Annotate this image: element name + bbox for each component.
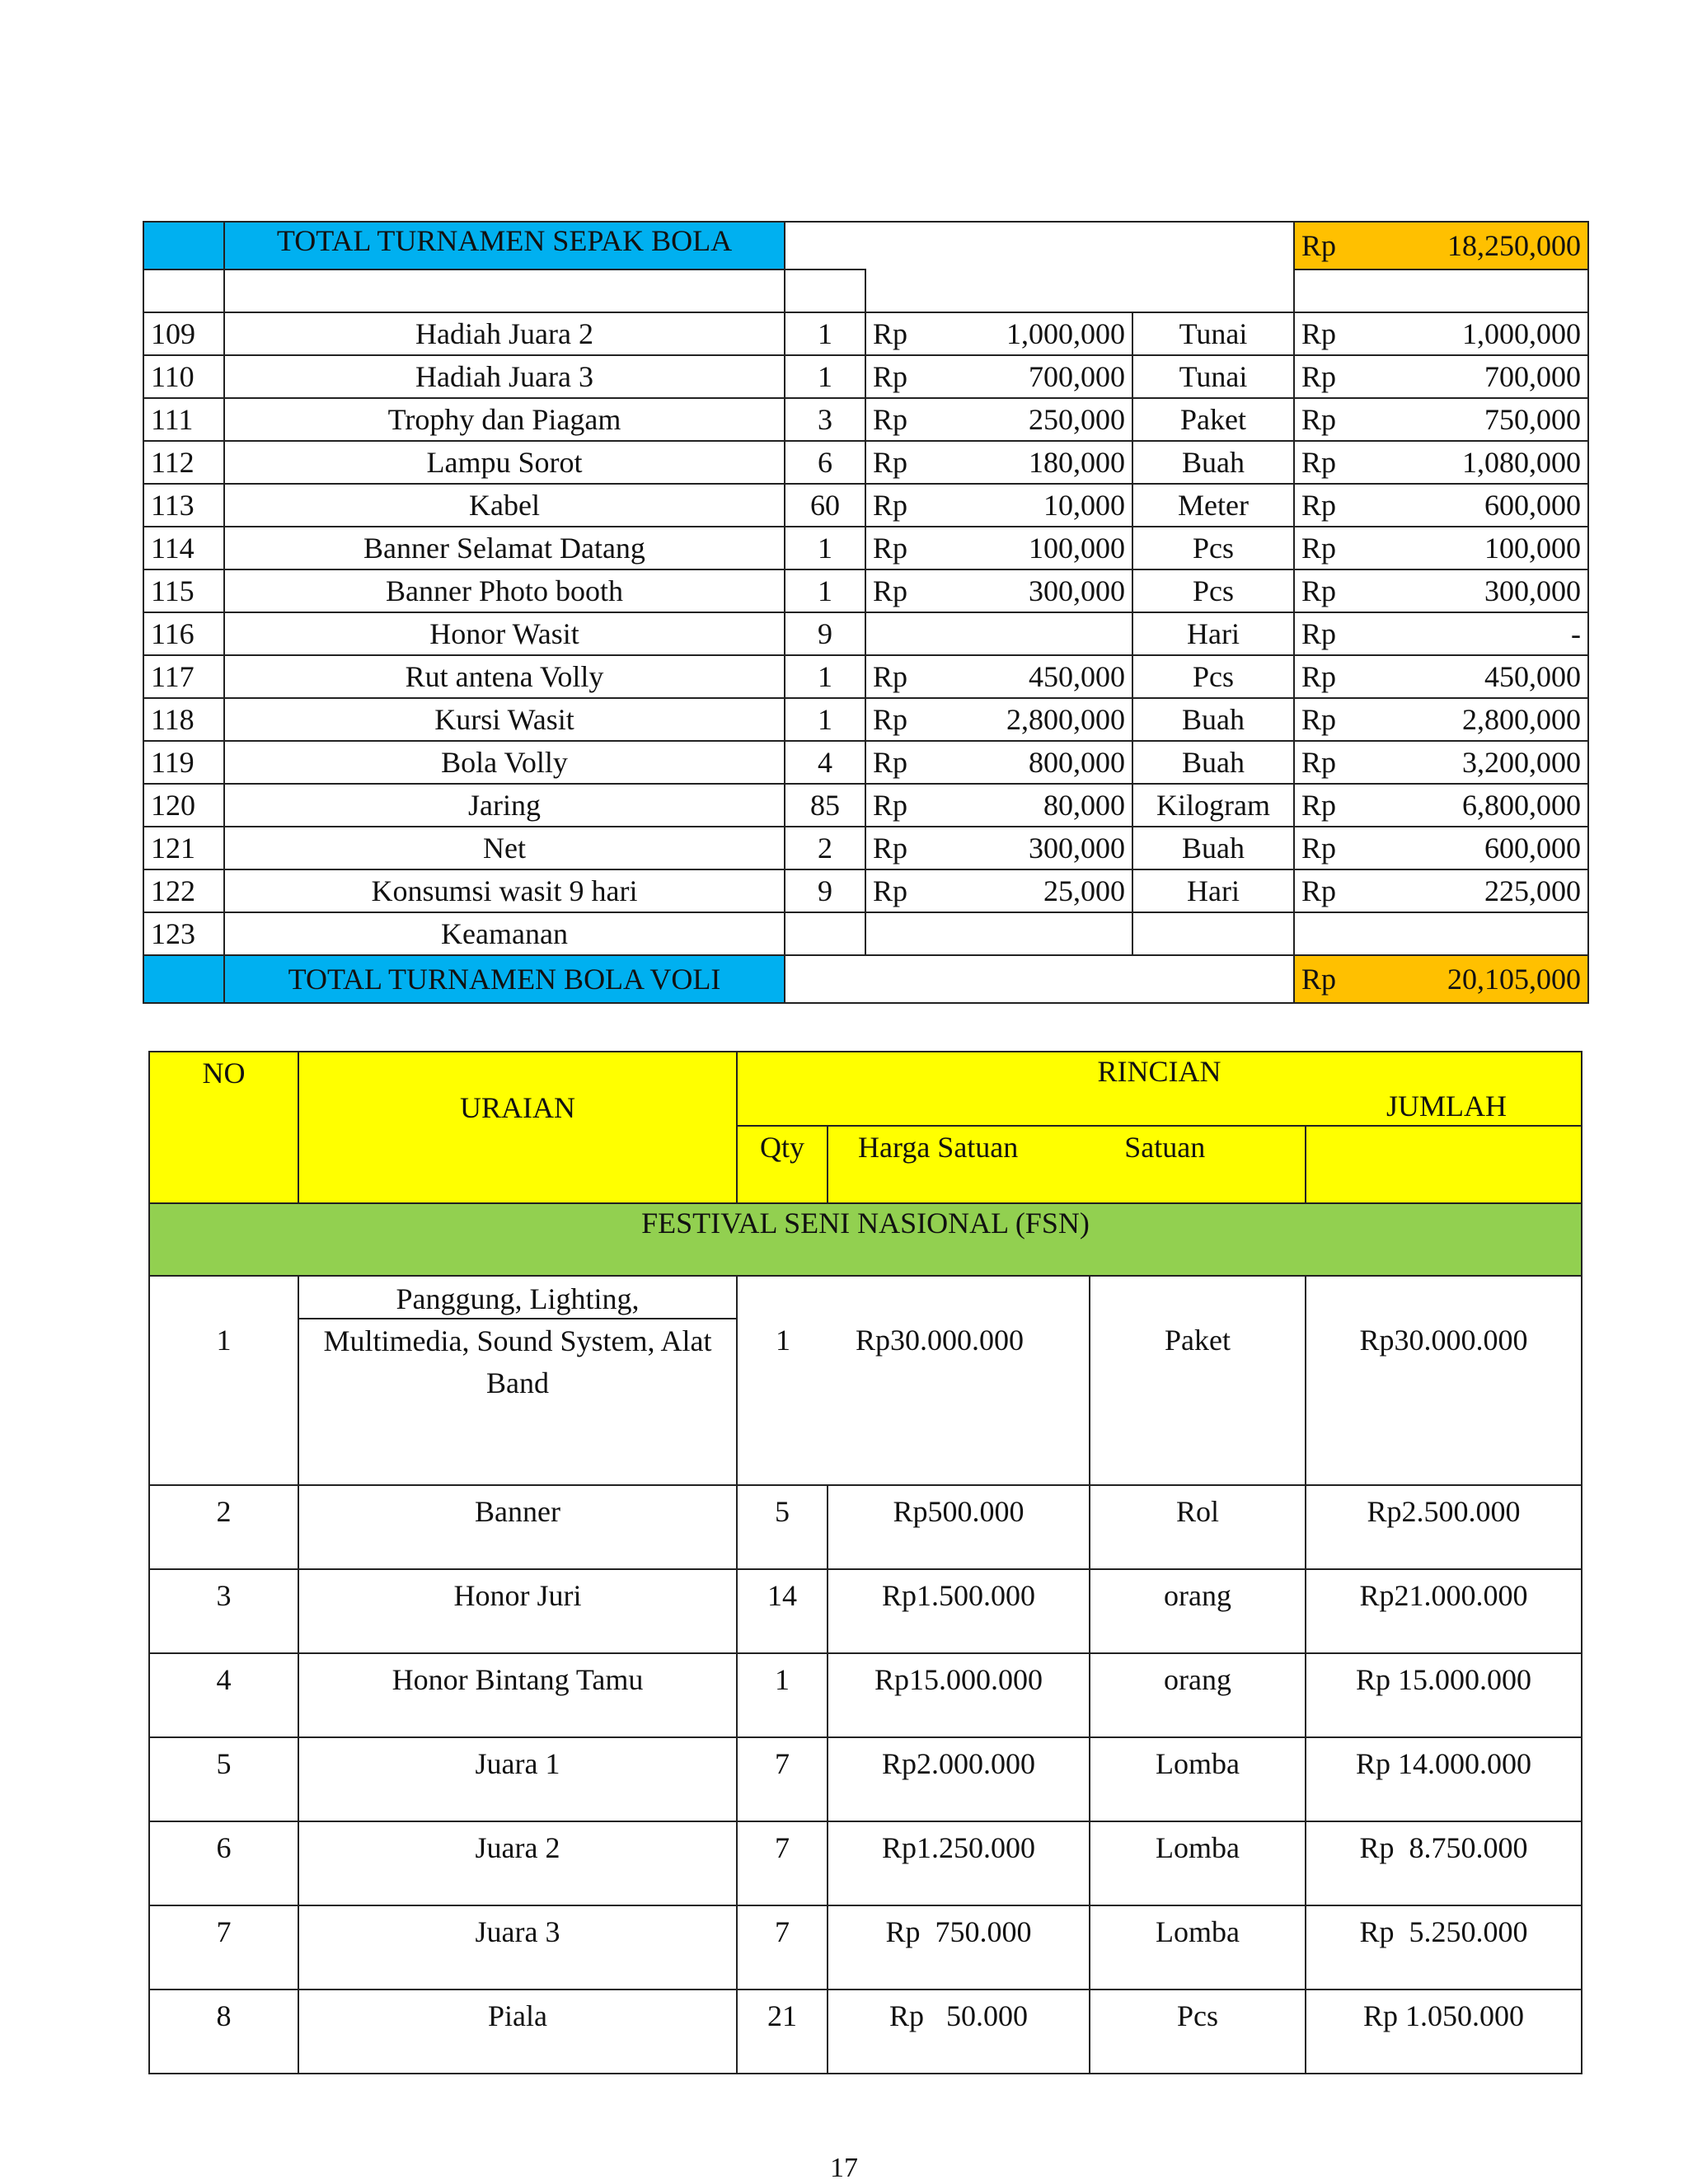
row-no: 8 (149, 1990, 298, 2074)
currency-label: Rp (873, 403, 908, 436)
jumlah-value: 450,000 (1484, 660, 1581, 693)
row-satuan: Tunai (1132, 312, 1294, 355)
row-harga (865, 741, 1132, 784)
row-jumlah (1294, 612, 1588, 655)
row-jumlah (1294, 441, 1588, 484)
row-satuan: Buah (1132, 698, 1294, 741)
row-jumlah (1294, 312, 1588, 355)
currency-label: Rp (1301, 489, 1337, 522)
row-uraian: Konsumsi wasit 9 hari (224, 869, 785, 912)
harga-value: 2,800,000 (1006, 703, 1125, 736)
header-harga-satuan: Harga Satuan (858, 1131, 1019, 1164)
total-no-cell (143, 222, 224, 269)
header-no: NO (149, 1052, 298, 1203)
row-satuan: Pcs (1090, 1990, 1306, 2074)
row-uraian (298, 1276, 737, 1485)
header-rincian-cell (737, 1052, 1582, 1126)
jumlah-value: 225,000 (1484, 874, 1581, 907)
currency-label: Rp (873, 446, 908, 479)
row-jumlah: Rp 14.000.000 (1306, 1737, 1582, 1821)
row-satuan: Lomba (1090, 1737, 1306, 1821)
row-harga (865, 869, 1132, 912)
row-no: 3 (149, 1569, 298, 1653)
table-row (149, 1990, 1582, 2074)
row-satuan: orang (1090, 1569, 1306, 1653)
header-uraian: URAIAN (298, 1052, 737, 1203)
row-harga (865, 784, 1132, 827)
harga-value: 25,000 (1043, 874, 1125, 907)
row-uraian: Banner Selamat Datang (224, 527, 785, 569)
row-uraian: Jaring (224, 784, 785, 827)
row-satuan: Lomba (1090, 1821, 1306, 1905)
table-row (143, 869, 1588, 912)
row-qty: 5 (737, 1485, 828, 1569)
row-qty: 7 (737, 1821, 828, 1905)
row-jumlah: Rp 8.750.000 (1306, 1821, 1582, 1905)
table-row (149, 1905, 1582, 1990)
row-harga: Rp1.250.000 (828, 1821, 1090, 1905)
row-harga: Rp 750.000 (828, 1905, 1090, 1990)
row-qty: 9 (785, 612, 865, 655)
row-uraian: Piala (298, 1990, 737, 2074)
harga-value: 1,000,000 (1006, 317, 1125, 350)
table-row (143, 355, 1588, 398)
currency-label: Rp (873, 532, 908, 565)
currency-label: Rp (1301, 532, 1337, 565)
row-harga (865, 612, 1132, 655)
jumlah-value: 100,000 (1484, 532, 1581, 565)
amount-value: 20,105,000 (1447, 963, 1581, 996)
row-satuan: Buah (1132, 827, 1294, 869)
harga-value: 800,000 (1029, 746, 1125, 779)
jumlah-value: 3,200,000 (1462, 746, 1581, 779)
table-row (143, 784, 1588, 827)
row-no: 115 (143, 569, 224, 612)
blank-row (143, 269, 1588, 312)
row-jumlah (1294, 784, 1588, 827)
table-row (149, 1276, 1582, 1485)
row-no: 119 (143, 741, 224, 784)
row-uraian: Honor Wasit (224, 612, 785, 655)
harga-value: 80,000 (1043, 789, 1125, 822)
header-satuan: Satuan (1124, 1131, 1206, 1164)
table-row (143, 484, 1588, 527)
total-empty-cell (785, 222, 1294, 269)
row-no: 112 (143, 441, 224, 484)
row-qty: 21 (737, 1990, 828, 2074)
row-qty: 1 (776, 1324, 790, 1357)
row-no: 122 (143, 869, 224, 912)
row-uraian: Kabel (224, 484, 785, 527)
table-row (149, 1653, 1582, 1737)
row-no: 5 (149, 1737, 298, 1821)
row-no: 113 (143, 484, 224, 527)
row-jumlah: Rp 1.050.000 (1306, 1990, 1582, 2074)
jumlah-value: 1,080,000 (1462, 446, 1581, 479)
row-harga (865, 312, 1132, 355)
row-harga (865, 355, 1132, 398)
header-empty (1306, 1126, 1582, 1203)
row-jumlah (1294, 741, 1588, 784)
page-number: 17 (830, 2153, 858, 2183)
row-qty: 4 (785, 741, 865, 784)
currency-label: Rp (1301, 789, 1337, 822)
total-no-cell (143, 955, 224, 1003)
row-uraian: Banner (298, 1485, 737, 1569)
row-no: 111 (143, 398, 224, 441)
total-sepak-bola-amount (1294, 222, 1588, 269)
row-qty: 1 (785, 355, 865, 398)
jumlah-value: 600,000 (1484, 832, 1581, 865)
row-no: 116 (143, 612, 224, 655)
row-satuan: Kilogram (1132, 784, 1294, 827)
currency-label: Rp (873, 574, 908, 607)
jumlah-value: 700,000 (1484, 360, 1581, 393)
row-qty: 6 (785, 441, 865, 484)
row-harga: Rp15.000.000 (828, 1653, 1090, 1737)
currency-label: Rp (873, 360, 908, 393)
row-qty (785, 912, 865, 955)
currency-label: Rp (1301, 832, 1337, 865)
row-jumlah (1294, 484, 1588, 527)
row-no: 6 (149, 1821, 298, 1905)
row-jumlah (1294, 355, 1588, 398)
row-uraian: Trophy dan Piagam (224, 398, 785, 441)
row-harga (865, 398, 1132, 441)
budget-table-top (143, 221, 1589, 1004)
row-qty: 1 (785, 312, 865, 355)
harga-value: 700,000 (1029, 360, 1125, 393)
row-no: 109 (143, 312, 224, 355)
row-no: 121 (143, 827, 224, 869)
row-no: 117 (143, 655, 224, 698)
currency-label: Rp (873, 703, 908, 736)
currency-label: Rp (1301, 874, 1337, 907)
currency-label: Rp (873, 789, 908, 822)
currency-label: Rp (873, 660, 908, 693)
row-harga (865, 827, 1132, 869)
row-qty: 7 (737, 1737, 828, 1821)
row-satuan: Pcs (1132, 569, 1294, 612)
row-uraian: Banner Photo booth (224, 569, 785, 612)
row-no: 7 (149, 1905, 298, 1990)
row-no: 110 (143, 355, 224, 398)
row-satuan: Buah (1132, 741, 1294, 784)
jumlah-value: - (1571, 617, 1581, 650)
row-jumlah: Rp21.000.000 (1306, 1569, 1582, 1653)
row-jumlah (1294, 827, 1588, 869)
row-harga: Rp 50.000 (828, 1990, 1090, 2074)
row-jumlah (1294, 527, 1588, 569)
table-row (143, 312, 1588, 355)
currency-label: Rp (1301, 446, 1337, 479)
table-row (149, 1737, 1582, 1821)
row-qty: 14 (737, 1569, 828, 1653)
row-uraian: Honor Juri (298, 1569, 737, 1653)
row-jumlah (1294, 569, 1588, 612)
currency-label: Rp (1301, 229, 1337, 262)
jumlah-value: 2,800,000 (1462, 703, 1581, 736)
harga-value: 10,000 (1043, 489, 1125, 522)
currency-label: Rp (873, 489, 908, 522)
header-qty: Qty (737, 1126, 828, 1203)
row-uraian: Bola Volly (224, 741, 785, 784)
currency-label: Rp (1301, 703, 1337, 736)
row-qty-harga (737, 1276, 1090, 1485)
row-no: 1 (149, 1276, 298, 1485)
row-satuan: orang (1090, 1653, 1306, 1737)
amount-value: 18,250,000 (1447, 229, 1581, 262)
row-qty: 60 (785, 484, 865, 527)
row-jumlah (1294, 869, 1588, 912)
row-qty: 9 (785, 869, 865, 912)
table-row (143, 827, 1588, 869)
table-row (143, 527, 1588, 569)
harga-value: 180,000 (1029, 446, 1125, 479)
row-uraian: Hadiah Juara 2 (224, 312, 785, 355)
harga-value: 300,000 (1029, 832, 1125, 865)
row-qty: 85 (785, 784, 865, 827)
row-satuan: Hari (1132, 612, 1294, 655)
row-harga (865, 655, 1132, 698)
row-uraian: Juara 1 (298, 1737, 737, 1821)
currency-label: Rp (1301, 746, 1337, 779)
row-satuan: Paket (1132, 398, 1294, 441)
currency-label: Rp (1301, 317, 1337, 350)
harga-value: 250,000 (1029, 403, 1125, 436)
currency-label: Rp (1301, 360, 1337, 393)
row-harga (865, 912, 1132, 955)
row-qty: 1 (737, 1653, 828, 1737)
table-row (143, 441, 1588, 484)
harga-value: 300,000 (1029, 574, 1125, 607)
row-uraian: Rut antena Volly (224, 655, 785, 698)
row-jumlah (1294, 912, 1588, 955)
row-qty: 7 (737, 1905, 828, 1990)
row-jumlah: Rp 15.000.000 (1306, 1653, 1582, 1737)
row-jumlah (1294, 698, 1588, 741)
row-uraian: Lampu Sorot (224, 441, 785, 484)
row-qty: 1 (785, 527, 865, 569)
row-jumlah (1294, 398, 1588, 441)
table-row (143, 569, 1588, 612)
row-jumlah: Rp30.000.000 (1306, 1276, 1582, 1485)
header-jumlah: JUMLAH (1386, 1090, 1507, 1122)
table-row (143, 912, 1588, 955)
row-harga (865, 484, 1132, 527)
row-no: 120 (143, 784, 224, 827)
row-satuan: Meter (1132, 484, 1294, 527)
total-sepak-bola-label: TOTAL TURNAMEN SEPAK BOLA (224, 222, 785, 269)
row-uraian: Juara 2 (298, 1821, 737, 1905)
row-uraian: Juara 3 (298, 1905, 737, 1990)
table-row (149, 1485, 1582, 1569)
row-qty: 1 (785, 655, 865, 698)
table-row (143, 612, 1588, 655)
currency-label: Rp (1301, 403, 1337, 436)
row-harga (865, 441, 1132, 484)
row-jumlah: Rp 5.250.000 (1306, 1905, 1582, 1990)
total-sepak-bola-row (143, 222, 1588, 269)
currency-label: Rp (873, 317, 908, 350)
row-harga: Rp30.000.000 (856, 1324, 1025, 1357)
currency-label: Rp (1301, 617, 1337, 650)
row-satuan: Pcs (1132, 655, 1294, 698)
jumlah-value: 600,000 (1484, 489, 1581, 522)
total-bola-voli-label: TOTAL TURNAMEN BOLA VOLI (224, 955, 785, 1003)
section-title: FESTIVAL SENI NASIONAL (FSN) (149, 1203, 1582, 1276)
table-row (143, 741, 1588, 784)
row-satuan: Rol (1090, 1485, 1306, 1569)
table-row (149, 1569, 1582, 1653)
budget-table-fsn (148, 1051, 1582, 2074)
total-bola-voli-amount (1294, 955, 1588, 1003)
table-row (143, 698, 1588, 741)
row-qty: 1 (785, 569, 865, 612)
row-qty: 1 (785, 698, 865, 741)
row-harga (865, 569, 1132, 612)
row-no: 2 (149, 1485, 298, 1569)
row-satuan: Tunai (1132, 355, 1294, 398)
row-jumlah (1294, 655, 1588, 698)
row-harga (865, 527, 1132, 569)
table-row (143, 398, 1588, 441)
row-uraian: Hadiah Juara 3 (224, 355, 785, 398)
jumlah-value: 750,000 (1484, 403, 1581, 436)
row-harga: Rp500.000 (828, 1485, 1090, 1569)
uraian-line-3: Band (486, 1366, 549, 1399)
currency-label: Rp (873, 874, 908, 907)
currency-label: Rp (873, 832, 908, 865)
row-no: 4 (149, 1653, 298, 1737)
harga-value: 100,000 (1029, 532, 1125, 565)
row-qty: 2 (785, 827, 865, 869)
header-rincian: RINCIAN (1097, 1055, 1221, 1088)
row-satuan: Paket (1090, 1276, 1306, 1485)
row-harga (865, 698, 1132, 741)
currency-label: Rp (1301, 574, 1337, 607)
uraian-line-1: Panggung, Lighting, (396, 1282, 640, 1315)
jumlah-value: 1,000,000 (1462, 317, 1581, 350)
row-no: 118 (143, 698, 224, 741)
row-satuan: Hari (1132, 869, 1294, 912)
jumlah-value: 300,000 (1484, 574, 1581, 607)
total-bola-voli-row (143, 955, 1588, 1003)
row-qty: 3 (785, 398, 865, 441)
row-harga: Rp2.000.000 (828, 1737, 1090, 1821)
currency-label: Rp (1301, 660, 1337, 693)
jumlah-value: 6,800,000 (1462, 789, 1581, 822)
row-jumlah: Rp2.500.000 (1306, 1485, 1582, 1569)
total-empty-cell (785, 955, 1294, 1003)
row-uraian: Keamanan (224, 912, 785, 955)
row-harga: Rp1.500.000 (828, 1569, 1090, 1653)
row-no: 114 (143, 527, 224, 569)
row-uraian: Kursi Wasit (224, 698, 785, 741)
harga-value: 450,000 (1029, 660, 1125, 693)
row-satuan: Pcs (1132, 527, 1294, 569)
row-satuan (1132, 912, 1294, 955)
header-row-1 (149, 1052, 1582, 1126)
row-satuan: Lomba (1090, 1905, 1306, 1990)
section-row (149, 1203, 1582, 1276)
table-row (143, 655, 1588, 698)
row-uraian: Net (224, 827, 785, 869)
row-no: 123 (143, 912, 224, 955)
row-satuan: Buah (1132, 441, 1294, 484)
currency-label: Rp (1301, 963, 1337, 996)
row-uraian: Honor Bintang Tamu (298, 1653, 737, 1737)
table-row (149, 1821, 1582, 1905)
currency-label: Rp (873, 746, 908, 779)
uraian-line-2: Multimedia, Sound System, Alat (299, 1318, 736, 1362)
header-harga-satuan-cell (828, 1126, 1306, 1203)
